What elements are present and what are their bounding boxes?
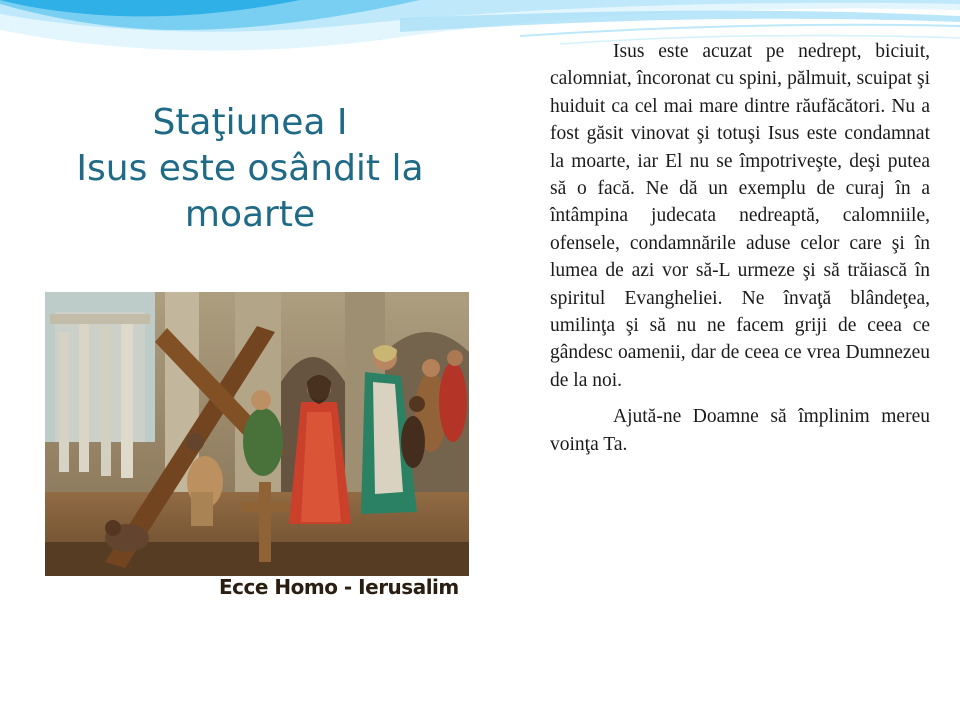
title-line-3: moarte xyxy=(184,194,316,235)
body-text xyxy=(550,38,930,458)
title-line-1: Staţiunea I xyxy=(152,102,348,143)
image-caption: Ecce Homo - Ierusalim xyxy=(219,575,459,599)
title-line-2: Isus este osândit la xyxy=(76,148,424,189)
body-paragraph-1: Isus este acuzat pe nedrept, biciuit, calomniat, încoronat cu spini, pălmuit, scuipat şi huiduit ca cel mai mare dintre răufăcători. Nu a fost găsit vinovat şi totuşi Isus este condamnat la moarte, iar El nu se împotriveşte, deşi putea să o facă. Ne dă un exemplu de curaj în a întâmpina judecata nedreaptă, calomniile, ofensele, condamnările aduse celor care şi în lumea de azi vor să-L urmeze şi să trăiască în spiritul Evangheliei. Ne învaţă blândeţea, umilinţa şi să nu ne facem griji de ceea ce gândesc oamenii, dar de ceea ce vrea Dumnezeu de la noi. xyxy=(550,41,930,391)
ecce-homo-photo xyxy=(45,292,469,576)
body-paragraph-2: Ajută-ne Doamne să împlinim mereu voinţa Ta. xyxy=(550,406,930,455)
slide-title xyxy=(40,100,460,238)
